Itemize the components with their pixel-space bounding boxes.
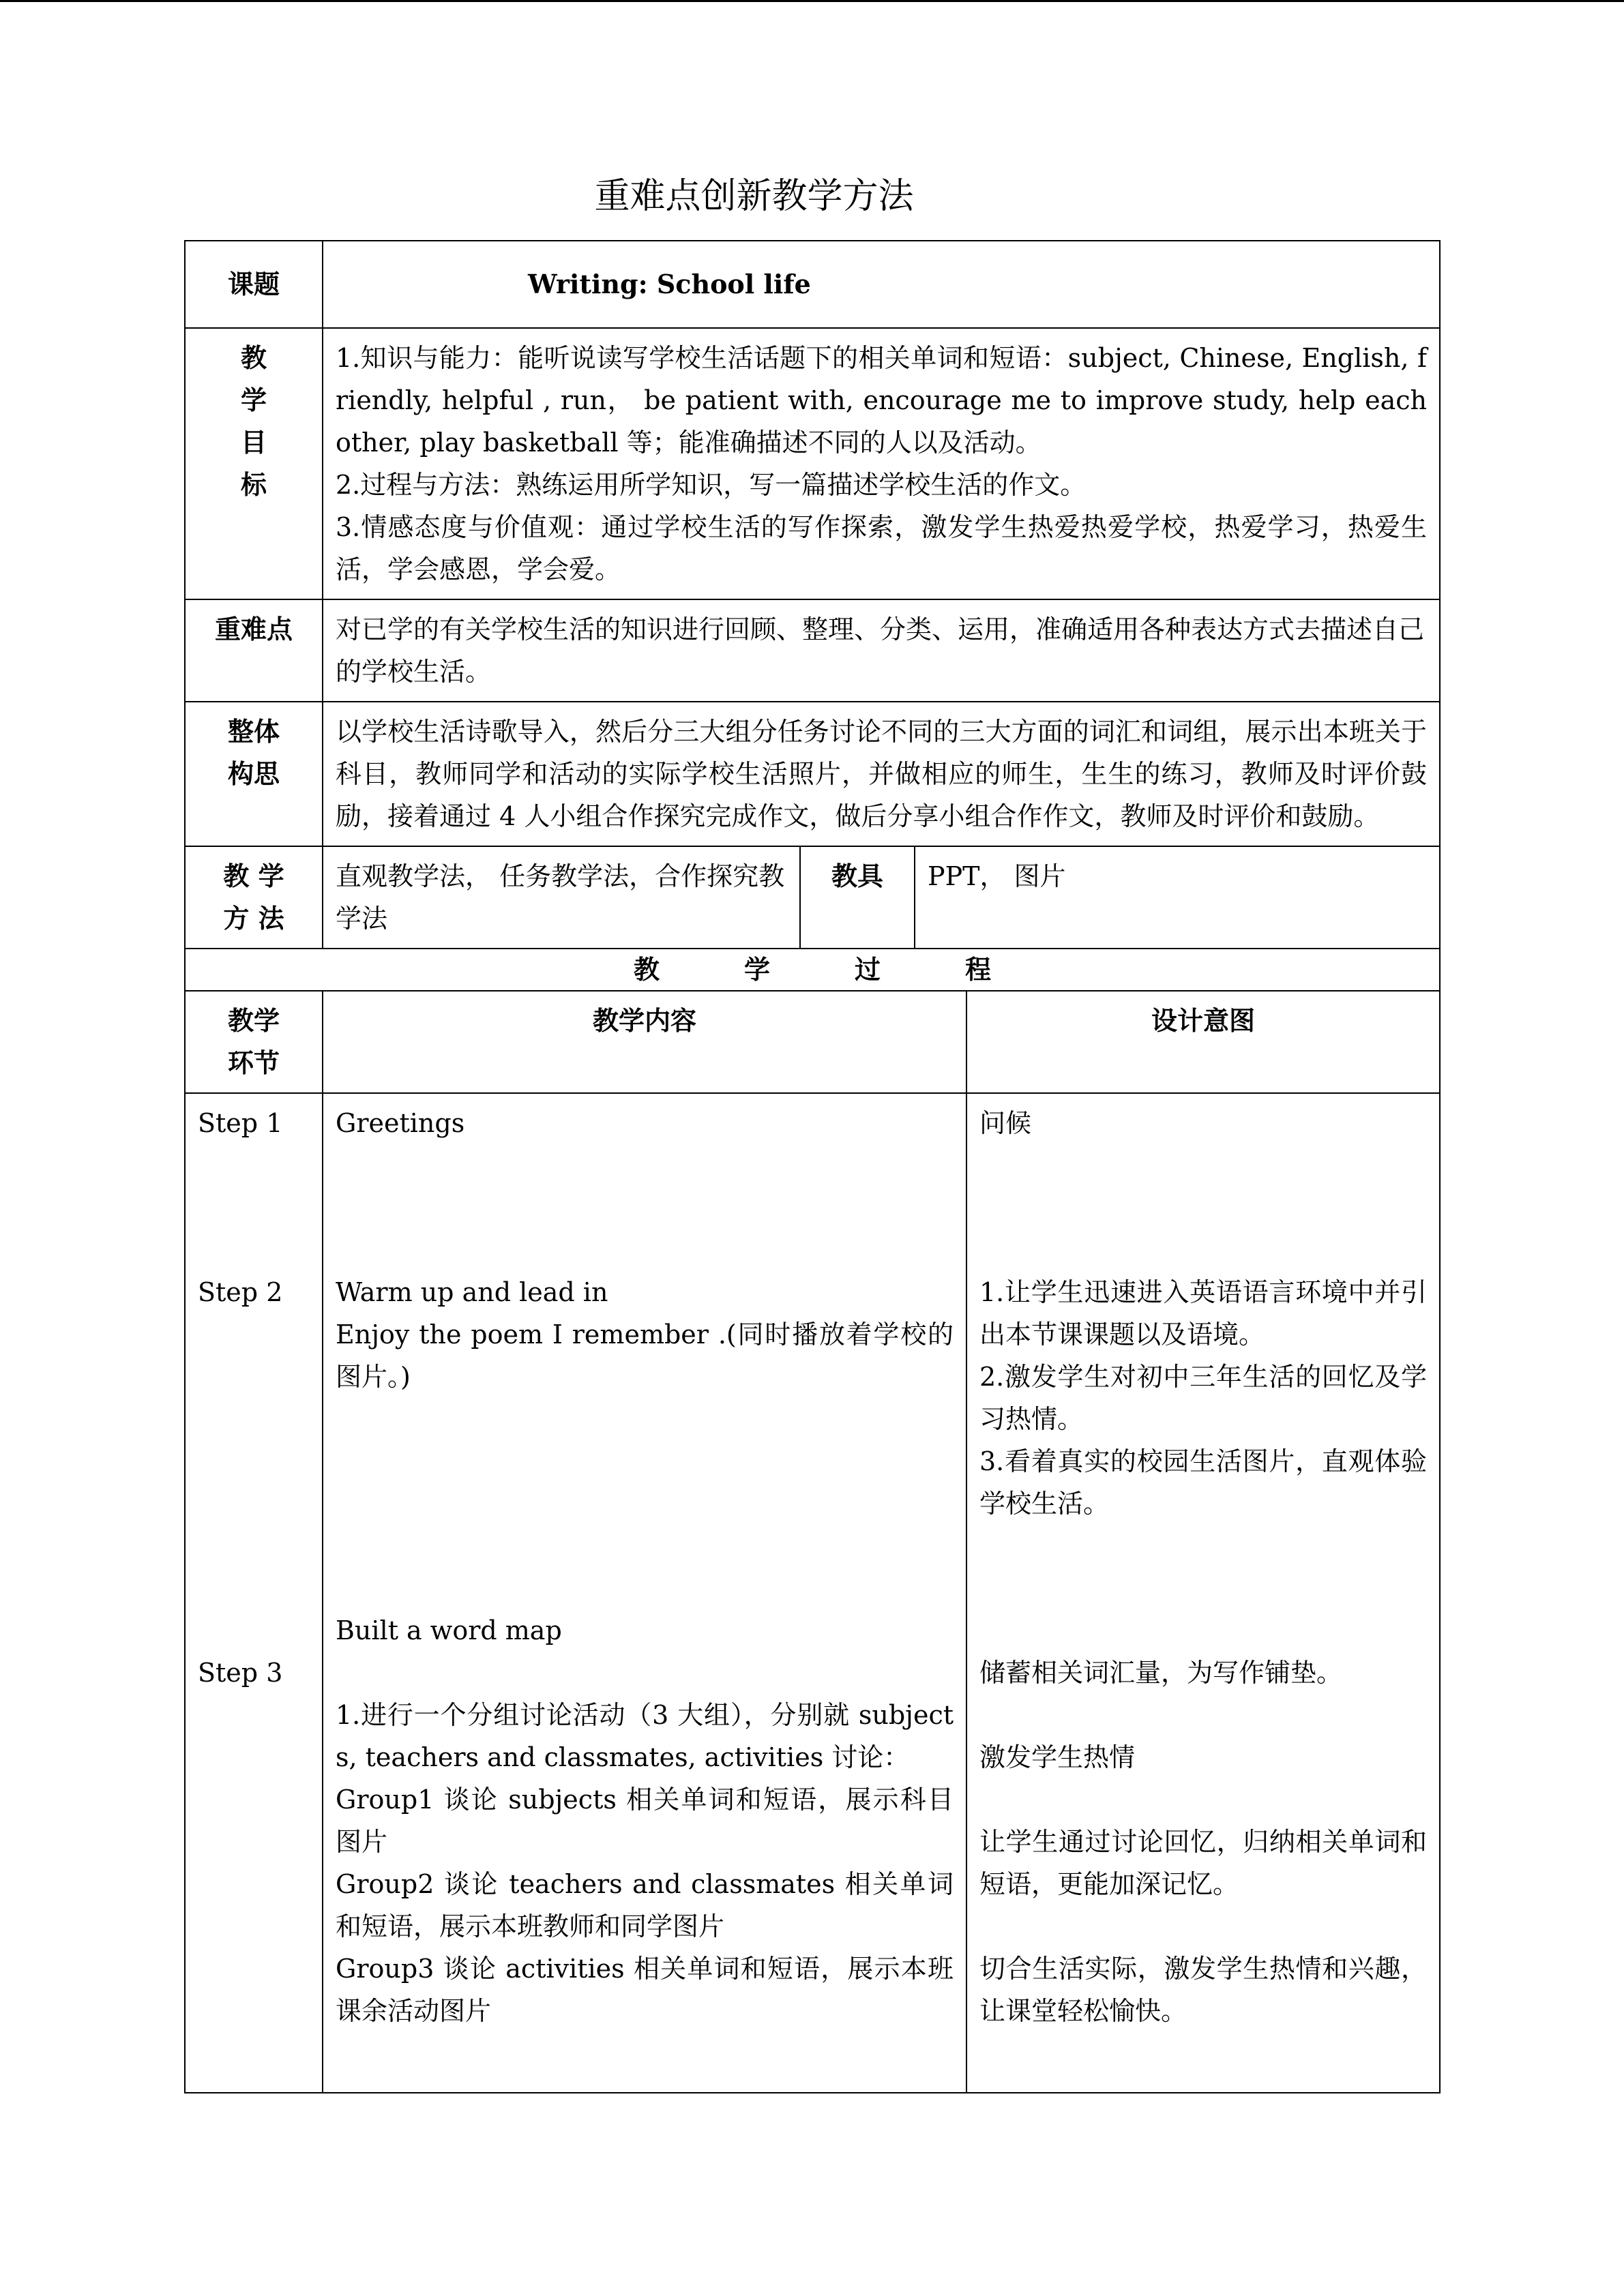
step-content: 1.进行一个分组讨论活动（3 大组），分别就 subjects, teachers and classmates, activities 讨论：: [336, 1700, 954, 1772]
tools-label: 教具: [800, 846, 915, 949]
key-points-text: 对已学的有关学校生活的知识进行回顾、整理、分类、运用，准确适用各种表达方式去描述自己的学校生活。: [323, 599, 1440, 702]
objectives-label: 教 学 目 标: [185, 328, 323, 599]
step-label: Step 1: [198, 1108, 283, 1138]
page-top-border: [0, 0, 1624, 2]
tools-text: PPT， 图片: [915, 846, 1440, 949]
overall-design-row: [185, 702, 1440, 846]
intent-column: [966, 1093, 1440, 2093]
objectives-text: [323, 328, 1440, 599]
step-intent: 1.让学生迅速进入英语语言环境中并引出本节课课题以及语境。: [979, 1277, 1428, 1350]
content-column: [323, 1093, 966, 2093]
key-points-row: [185, 599, 1440, 702]
topic-row: [185, 241, 1440, 328]
objective-item: 1.知识与能力：能听说读写学校生活话题下的相关单词和短语：subject, Chinese, English, friendly, helpful , run， be patient with, encourage me to improve study, help each other, play basketball 等；能准确描述不同的人以及活动。: [336, 343, 1428, 458]
intent-column-header: 设计意图: [966, 991, 1440, 1093]
step-label: Step 2: [198, 1277, 283, 1307]
process-header-row: [185, 991, 1440, 1093]
step-intent: 激发学生热情: [979, 1742, 1136, 1772]
step-content: Enjoy the poem I remember .(同时播放着学校的图片。): [336, 1320, 954, 1392]
topic-value: Writing: School life: [323, 241, 1440, 328]
step-intent: 问候: [979, 1108, 1032, 1138]
step-intent: 储蓄相关词汇量，为写作铺垫。: [979, 1658, 1343, 1688]
step-label: Step 3: [198, 1658, 283, 1688]
objective-item: 3.情感态度与价值观：通过学校生活的写作探索，激发学生热爱热爱学校，热爱学习，热爱生活，学会感恩，学会爱。: [336, 512, 1428, 584]
step-content: Group2 谈论 teachers and classmates 相关单词和短语，展示本班教师和同学图片: [336, 1869, 954, 1941]
key-points-label: 重难点: [185, 599, 323, 702]
steps-row: [185, 1093, 1440, 2093]
page-title: 重难点创新教学方法: [594, 176, 914, 217]
overall-design-text: 以学校生活诗歌导入，然后分三大组分任务讨论不同的三大方面的词汇和词组，展示出本班关于科目，教师同学和活动的实际学校生活照片，并做相应的师生，生生的练习，教师及时评价鼓励，接着通过 4 人小组合作探究完成作文，做后分享小组合作作文，教师及时评价和鼓励。: [323, 702, 1440, 846]
stage-column-header: 教学 环节: [185, 991, 323, 1093]
step-intent: 让学生通过讨论回忆，归纳相关单词和短语，更能加深记忆。: [979, 1827, 1428, 1899]
step-content: Group1 谈论 subjects 相关单词和短语，展示科目图片: [336, 1785, 954, 1857]
step-content: Built a word map: [336, 1615, 562, 1645]
stage-column: [185, 1093, 323, 2093]
step-content: Greetings: [336, 1108, 465, 1138]
step-intent: 切合生活实际，激发学生热情和兴趣，让课堂轻松愉快。: [979, 1954, 1428, 2026]
lesson-plan-table: [184, 240, 1441, 2093]
methods-row: [185, 846, 1440, 949]
objectives-row: [185, 328, 1440, 599]
step-content: Warm up and lead in: [336, 1277, 608, 1307]
step-intent: 3.看着真实的校园生活图片，直观体验学校生活。: [979, 1446, 1428, 1519]
process-title: 教 学 过 程: [185, 949, 1440, 991]
step-content: Group3 谈论 activities 相关单词和短语，展示本班课余活动图片: [336, 1954, 954, 2026]
overall-design-label: 整体 构思: [185, 702, 323, 846]
process-title-row: [185, 949, 1440, 991]
methods-text: 直观教学法， 任务教学法，合作探究教学法: [323, 846, 800, 949]
methods-label: 教 学 方 法: [185, 846, 323, 949]
step-intent: 2.激发学生对初中三年生活的回忆及学习热情。: [979, 1362, 1428, 1434]
topic-label: 课题: [185, 241, 323, 328]
objective-item: 2.过程与方法：熟练运用所学知识，写一篇描述学校生活的作文。: [336, 470, 1087, 500]
content-column-header: 教学内容: [323, 991, 966, 1093]
